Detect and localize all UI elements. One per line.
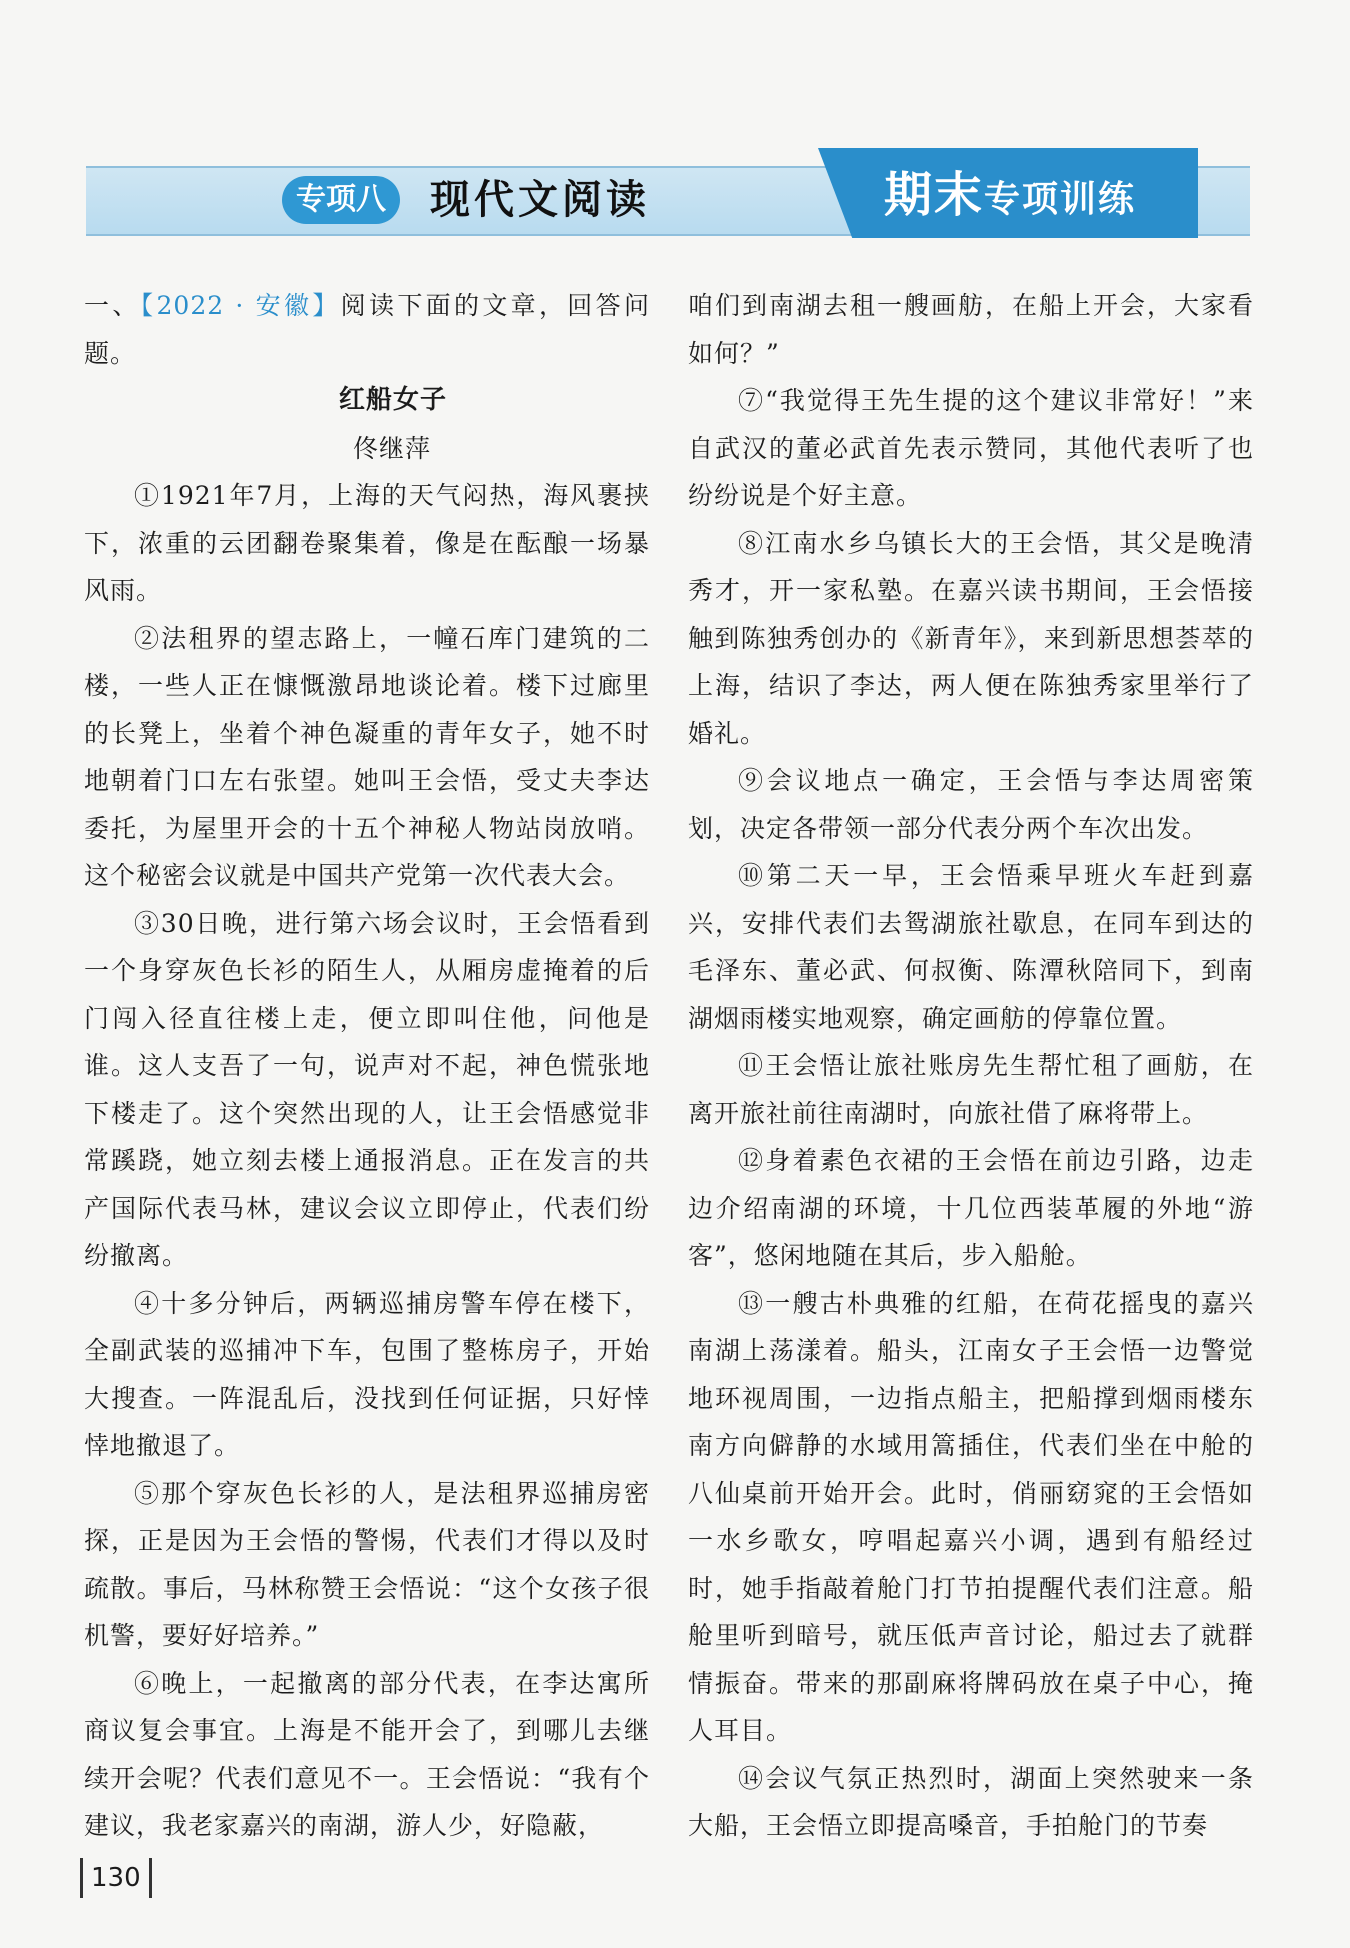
question-heading (84, 282, 650, 377)
banner-right-small: 专项训练 (984, 179, 1137, 220)
paragraph: ⑫身着素色衣裙的王会悟在前边引路，边走边介绍南湖的环境，十几位西装革履的外地“游客”，悠闲地随在其后，步入船舱。 (688, 1146, 1254, 1270)
paragraph: ④十多分钟后，两辆巡捕房警车停在楼下，全副武装的巡捕冲下车，包围了整栋房子，开始大搜查。一阵混乱后，没找到任何证据，只好悻悻地撤退了。 (84, 1288, 650, 1460)
paragraph-continuation: 咱们到南湖去租一艘画舫，在船上开会，大家看如何？” (688, 291, 1254, 368)
right-column (688, 282, 1254, 1850)
banner-right-text (884, 160, 1136, 230)
paragraph: ①1921年7月，上海的天气闷热，海风裹挟下，浓重的云团翻卷聚集着，像是在酝酿一场暴风雨。 (84, 481, 650, 605)
banner-right-big: 期末 (884, 167, 985, 223)
paragraph: ⑦“我觉得王先生提的这个建议非常好！”来自武汉的董必武首先表示赞同，其他代表听了也纷纷说是个好主意。 (688, 386, 1254, 510)
paragraph: ⑪王会悟让旅社账房先生帮忙租了画舫，在离开旅社前往南湖时，向旅社借了麻将带上。 (688, 1051, 1254, 1128)
section-title: 现代文阅读 (430, 176, 650, 223)
page-number: 130 (80, 1858, 152, 1898)
source-bracket-open: 【 (140, 291, 157, 320)
source-bracket-close: 】 (312, 291, 341, 320)
paragraph: ⑩第二天一早，王会悟乘早班火车赶到嘉兴，安排代表们去鸳湖旅社歇息，在同车到达的毛泽东、董必武、何叔衡、陈潭秋陪同下，到南湖烟雨楼实地观察，确定画舫的停靠位置。 (688, 861, 1254, 1033)
paragraph: ③30日晚，进行第六场会议时，王会悟看到一个身穿灰色长衫的陌生人，从厢房虚掩着的后门闯入径直往楼上走，便立即叫住他，问他是谁。这人支吾了一句，说声对不起，神色慌张地下楼走了。这个突然出现的人，让王会悟感觉非常蹊跷，她立刻去楼上通报消息。正在发言的共产国际代表马林，建议会议立即停止，代表们纷纷撤离。 (84, 908, 650, 1270)
article-title: 红船女子 (338, 385, 447, 415)
article-author: 佟继萍 (352, 433, 431, 463)
paragraph: ⑧江南水乡乌镇长大的王会悟，其父是晚清秀才，开一家私塾。在嘉兴读书期间，王会悟接触到陈独秀创办的《新青年》，来到新思想荟萃的上海，结识了李达，两人便在陈独秀家里举行了婚礼。 (688, 528, 1254, 748)
paragraph: ⑥晚上，一起撤离的部分代表，在李达寓所商议复会事宜。上海是不能开会了，到哪儿去继续开会呢？代表们意见不一。王会悟说：“我有个建议，我老家嘉兴的南湖，游人少，好隐蔽， (84, 1668, 650, 1840)
paragraph: ⑤那个穿灰色长衫的人，是法租界巡捕房密探，正是因为王会悟的警惕，代表们才得以及时疏散。事后，马林称赞王会悟说：“这个女孩子很机警，要好好培养。” (84, 1478, 650, 1650)
paragraph: ②法租界的望志路上，一幢石库门建筑的二楼，一些人正在慷慨激昂地谈论着。楼下过廊里的长凳上，坐着个神色凝重的青年女子，她不时地朝着门口左右张望。她叫王会悟，受丈夫李达委托，为屋里开会的十五个神秘人物站岗放哨。这个秘密会议就是中国共产党第一次代表大会。 (84, 623, 650, 890)
paragraph: ⑨会议地点一确定，王会悟与李达周密策划，决定各带领一部分代表分两个车次出发。 (688, 766, 1254, 843)
paragraph: ⑭会议气氛正热烈时，湖面上突然驶来一条大船，王会悟立即提高嗓音，手拍舱门的节奏 (688, 1763, 1254, 1840)
section-tag: 专项八 (282, 176, 400, 224)
paragraph: ⑬一艘古朴典雅的红船，在荷花摇曳的嘉兴南湖上荡漾着。船头，江南女子王会悟一边警觉地环视周围，一边指点船主，把船撑到烟雨楼东南方向僻静的水域用篙插住，代表们坐在中舱的八仙桌前开始开会。此时，俏丽窈窕的王会悟如一水乡歌女，哼唱起嘉兴小调，遇到有船经过时，她手指敲着舱门打节拍提醒代表们注意。船舱里听到暗号，就压低声音讨论，船过去了就群情振奋。带来的那副麻将牌码放在桌子中心，掩人耳目。 (688, 1288, 1254, 1745)
left-column (84, 282, 650, 1850)
question-source: 2022 · 安徽 (156, 291, 313, 320)
question-number: 一、 (84, 291, 141, 320)
question-instruction: 阅读下面的文章，回答问题。 (84, 291, 650, 368)
